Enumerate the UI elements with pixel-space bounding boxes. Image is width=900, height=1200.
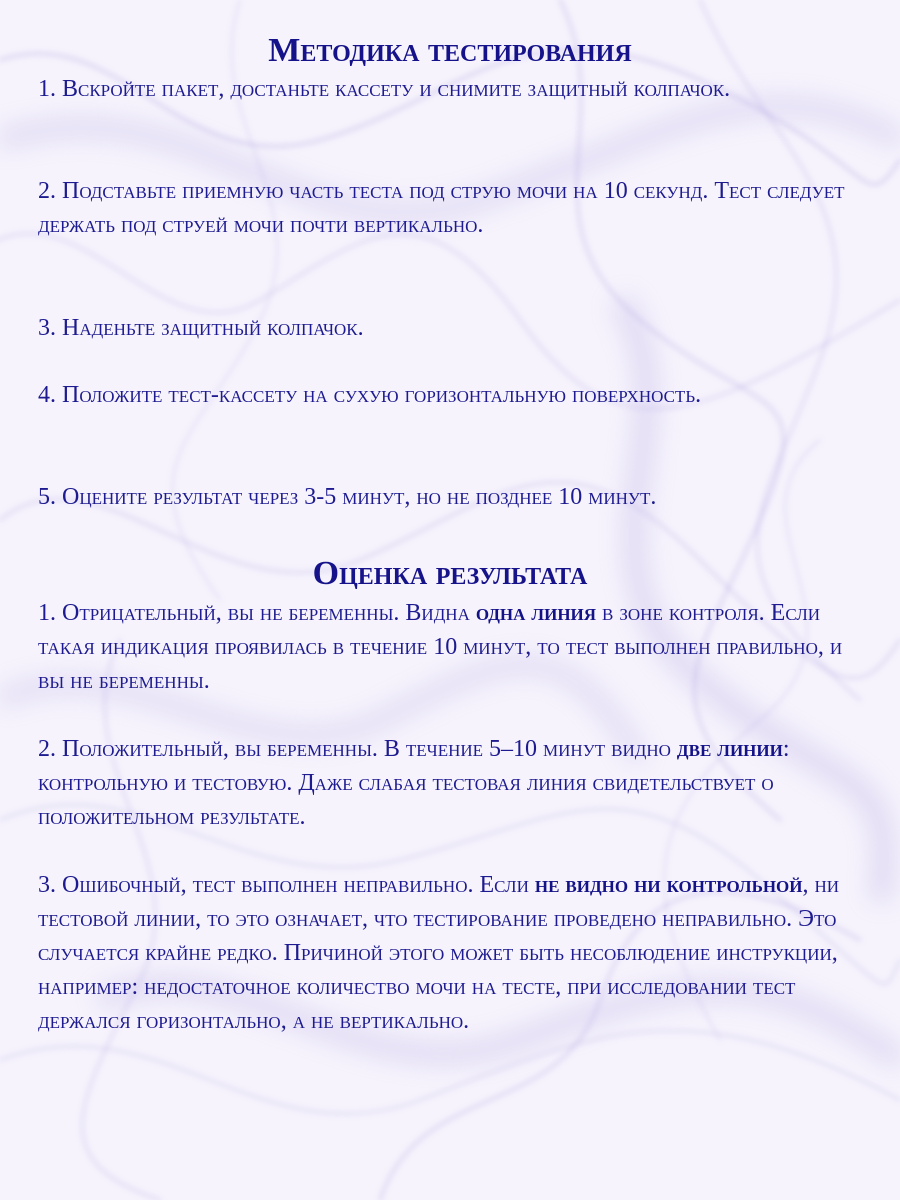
result-item-invalid-text-end: , ни тестовой линии, то это означает, что тестирование проведено неправильно. Это случается крайне редко. Причиной этого может быть несоблюдение инструкции, например: недостаточное количество мочи на тесте, при исследовании тест держался горизонтально, а не вертикально.	[38, 872, 840, 1034]
method-step-5: 5. Оцените результат через 3-5 минут, но не позднее 10 минут.	[38, 484, 657, 510]
result-item-positive-text-end: : контрольную и тестовую. Даже слабая тестовая линия свидетельствует о положительном результате.	[38, 736, 790, 830]
result-item-negative-highlight: одна линия	[475, 600, 597, 626]
result-item-negative-text: 1. Отрицательный, вы не беременны. Видна	[38, 600, 476, 626]
method-title: Методика тестирования	[268, 32, 632, 69]
result-item-negative-text-end: в зоне контроля. Если такая индикация проявилась в течение 10 минут, то тест выполнен правильно, и вы не беременны.	[38, 600, 843, 694]
result-item-invalid	[38, 868, 868, 1038]
result-item-invalid-highlight: не видно ни контрольной	[534, 872, 803, 898]
result-item-positive	[38, 732, 868, 834]
method-step-1: 1. Вскройте пакет, достаньте кассету и снимите защитный колпачок.	[38, 76, 731, 102]
result-item-invalid-text: 3. Ошибочный, тест выполнен неправильно. Если	[38, 872, 535, 898]
method-step-2: 2. Подставьте приемную часть теста под струю мочи на 10 секунд. Тест следует держать под струей мочи почти вертикально.	[38, 178, 845, 238]
method-step-3: 3. Наденьте защитный колпачок.	[38, 315, 364, 341]
result-item-positive-highlight: две линии	[676, 736, 783, 762]
result-item-negative	[38, 596, 868, 698]
method-step-4: 4. Положите тест-кассету на сухую горизонтальную поверхность.	[38, 382, 702, 408]
result-item-positive-text: 2. Положительный, вы беременны. В течение 5–10 минут видно	[38, 736, 677, 762]
result-title: Оценка результата	[312, 555, 588, 592]
